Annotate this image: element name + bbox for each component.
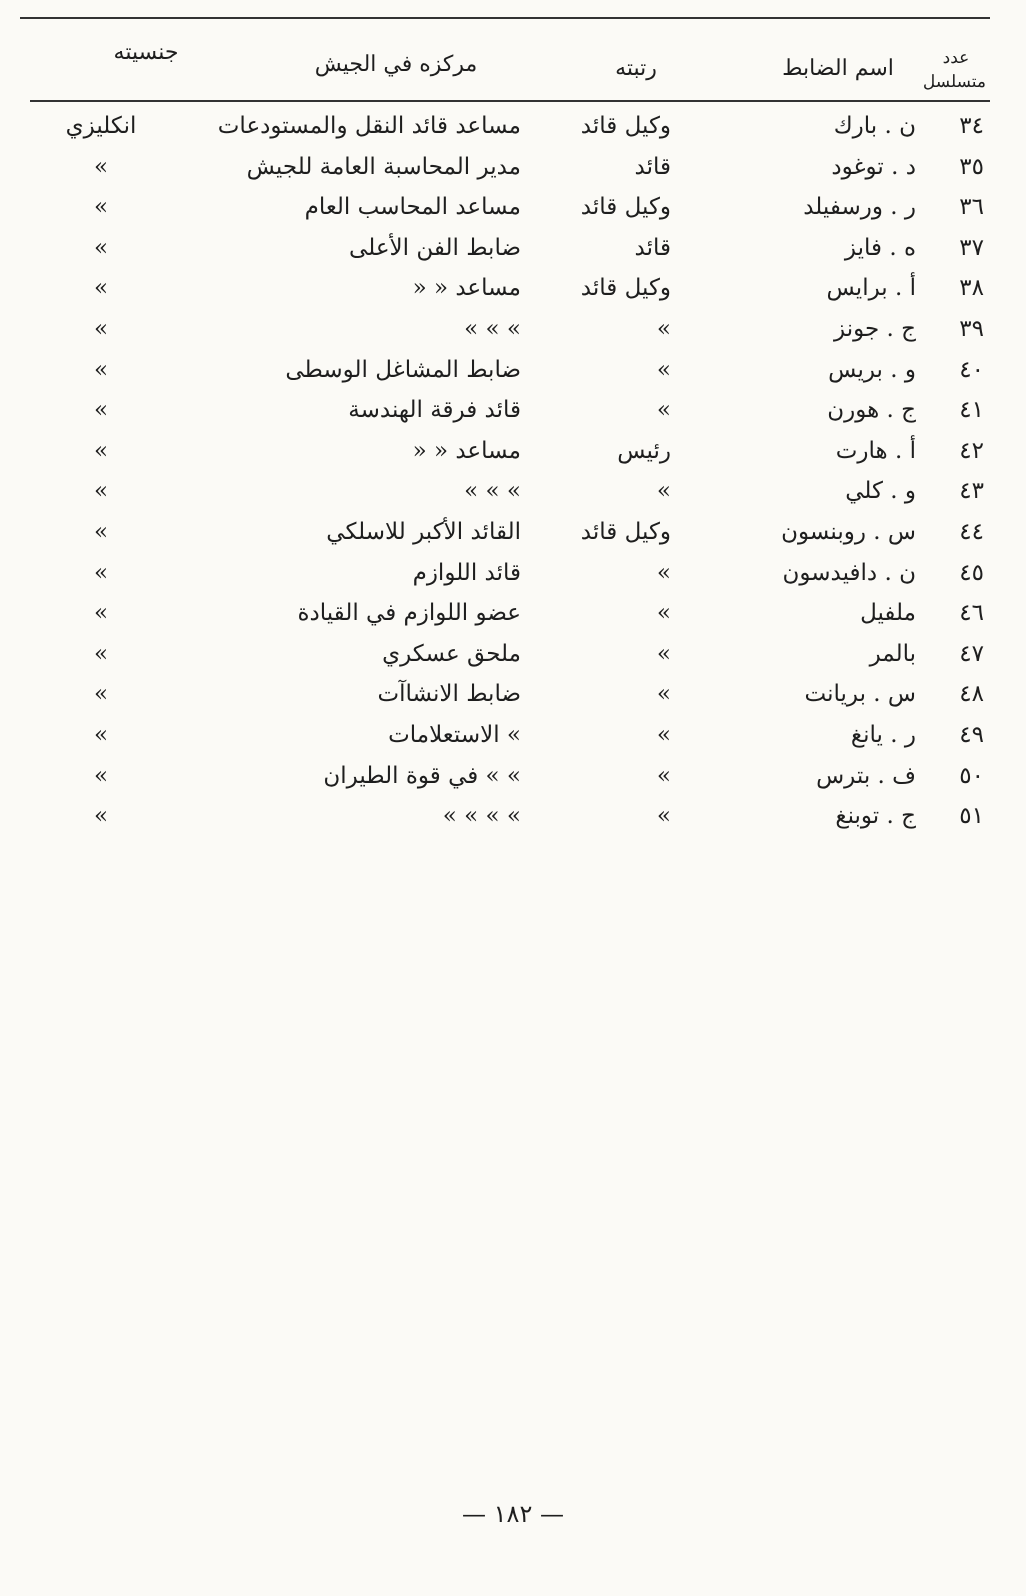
row-nationality: » xyxy=(93,194,109,221)
header-rule xyxy=(30,100,990,102)
row-rank: » xyxy=(656,600,671,627)
row-officer-name: و . كلي xyxy=(845,478,916,505)
row-rank: قائد xyxy=(634,153,671,180)
row-officer-name: ج . جونز xyxy=(834,315,916,342)
table-row xyxy=(0,672,1026,713)
row-nationality: » xyxy=(93,518,109,545)
row-rank: » xyxy=(656,640,671,667)
row-nationality: » xyxy=(93,721,109,748)
row-nationality: » xyxy=(93,600,109,627)
row-serial: ٣٦ xyxy=(959,194,984,221)
table-row xyxy=(0,591,1026,632)
row-rank: » xyxy=(656,762,671,789)
table-row xyxy=(0,632,1026,673)
row-officer-name: ر . ورسفيلد xyxy=(803,194,916,221)
row-rank: وكيل قائد xyxy=(580,275,671,302)
row-serial: ٤٣ xyxy=(959,478,984,505)
row-officer-name: س . روبنسون xyxy=(781,518,916,545)
row-position: ضابط الانشاآت xyxy=(377,681,521,708)
row-position: مدير المحاسبة العامة للجيش xyxy=(246,153,521,180)
table-row xyxy=(0,226,1026,267)
row-position: ضابط المشاغل الوسطى xyxy=(285,356,521,383)
row-serial: ٤٢ xyxy=(959,437,984,464)
row-serial: ٥٠ xyxy=(959,762,984,789)
top-rule xyxy=(20,17,990,19)
row-nationality: » xyxy=(93,478,109,505)
row-position: مساعد « « xyxy=(412,437,521,464)
row-serial: ٣٨ xyxy=(959,275,984,302)
table-row xyxy=(0,713,1026,754)
table-row xyxy=(0,551,1026,592)
header-rank: رتبته xyxy=(615,56,657,81)
row-nationality: انكليزي xyxy=(65,113,137,139)
row-serial: ٣٥ xyxy=(959,153,984,180)
row-rank: وكيل قائد xyxy=(580,194,671,221)
row-serial: ٥١ xyxy=(959,803,984,830)
row-officer-name: ف . بترس xyxy=(816,762,916,789)
row-officer-name: س . بريانت xyxy=(804,681,916,708)
row-nationality: » xyxy=(93,153,109,180)
row-nationality: » xyxy=(93,681,109,708)
row-rank: وكيل قائد xyxy=(580,518,671,545)
table-row xyxy=(0,145,1026,186)
row-position: » » » xyxy=(464,315,521,342)
row-nationality: » xyxy=(93,234,109,261)
row-position: مساعد قائد النقل والمستودعات xyxy=(217,113,521,139)
row-rank: وكيل قائد xyxy=(580,113,671,139)
row-position: ضابط الفن الأعلى xyxy=(349,234,521,261)
row-position: ملحق عسكري xyxy=(382,640,521,667)
header-position: مركزه في الجيش xyxy=(314,52,478,77)
row-position: » الاستعلامات xyxy=(388,721,521,748)
row-rank: » xyxy=(656,478,671,505)
row-serial: ٣٧ xyxy=(959,234,984,261)
header-serial xyxy=(922,46,986,94)
row-position: القائد الأكبر للاسلكي xyxy=(326,518,521,545)
row-officer-name: ج . هورن xyxy=(827,397,916,424)
row-nationality: » xyxy=(93,315,109,342)
row-rank: » xyxy=(656,803,671,830)
row-serial: ٤٥ xyxy=(959,559,984,586)
page-number: — ١٨٢ — xyxy=(462,1500,564,1528)
row-officer-name: أ . هارت xyxy=(835,437,916,464)
row-nationality: » xyxy=(93,559,109,586)
header-nationality: جنسيته xyxy=(113,40,179,65)
row-officer-name: أ . برايس xyxy=(826,275,916,302)
row-nationality: » xyxy=(93,397,109,424)
row-officer-name: ر . يانغ xyxy=(850,721,916,748)
table-row xyxy=(0,388,1026,429)
row-position: قائد فرقة الهندسة xyxy=(348,397,521,424)
row-rank: » xyxy=(656,356,671,383)
row-officer-name: ج . توبنغ xyxy=(835,803,916,830)
row-serial: ٤٠ xyxy=(959,356,984,383)
row-serial: ٤٧ xyxy=(959,640,984,667)
row-officer-name: ه . فايز xyxy=(844,234,916,261)
table-row xyxy=(0,469,1026,510)
row-officer-name: د . توغود xyxy=(831,153,916,180)
row-rank: » xyxy=(656,721,671,748)
row-rank: » xyxy=(656,681,671,708)
row-rank: قائد xyxy=(634,234,671,261)
table-row xyxy=(0,429,1026,470)
row-officer-name: بالمر xyxy=(869,640,916,667)
row-officer-name: ملفيل xyxy=(860,600,916,627)
row-nationality: » xyxy=(93,356,109,383)
header-serial-line2: متسلسل xyxy=(922,72,986,92)
row-serial: ٤٨ xyxy=(959,681,984,708)
row-position: مساعد « « xyxy=(412,275,521,302)
row-position: عضو اللوازم في القيادة xyxy=(297,600,521,627)
row-position: مساعد المحاسب العام xyxy=(304,194,521,221)
row-position: » » » xyxy=(464,478,521,505)
row-nationality: » xyxy=(93,640,109,667)
table-row xyxy=(0,510,1026,551)
table-row xyxy=(0,307,1026,348)
row-serial: ٣٩ xyxy=(959,315,984,342)
row-officer-name: ن . دافيدسون xyxy=(782,559,916,586)
row-officer-name: و . بريس xyxy=(828,356,916,383)
row-position: قائد اللوازم xyxy=(412,559,521,586)
row-rank: رئيس xyxy=(617,437,671,464)
row-nationality: » xyxy=(93,437,109,464)
row-serial: ٤٦ xyxy=(959,600,984,627)
row-position: » » في قوة الطيران xyxy=(323,762,521,789)
row-rank: » xyxy=(656,397,671,424)
header-name: اسم الضابط xyxy=(782,56,894,81)
row-rank: » xyxy=(656,315,671,342)
row-officer-name: ن . بارك xyxy=(833,113,916,139)
officer-table xyxy=(0,104,1026,835)
row-nationality: » xyxy=(93,275,109,302)
row-serial: ٣٤ xyxy=(959,113,984,139)
table-row xyxy=(0,348,1026,389)
row-rank: » xyxy=(656,559,671,586)
table-row xyxy=(0,266,1026,307)
table-row xyxy=(0,754,1026,795)
row-position: » » » » xyxy=(442,803,521,830)
table-row xyxy=(0,794,1026,835)
row-serial: ٤٤ xyxy=(959,518,984,545)
row-serial: ٤٩ xyxy=(959,721,984,748)
table-row xyxy=(0,104,1026,145)
row-serial: ٤١ xyxy=(959,397,984,424)
row-nationality: » xyxy=(93,803,109,830)
table-row xyxy=(0,185,1026,226)
header-serial-line1: عدد xyxy=(942,48,970,68)
row-nationality: » xyxy=(93,762,109,789)
